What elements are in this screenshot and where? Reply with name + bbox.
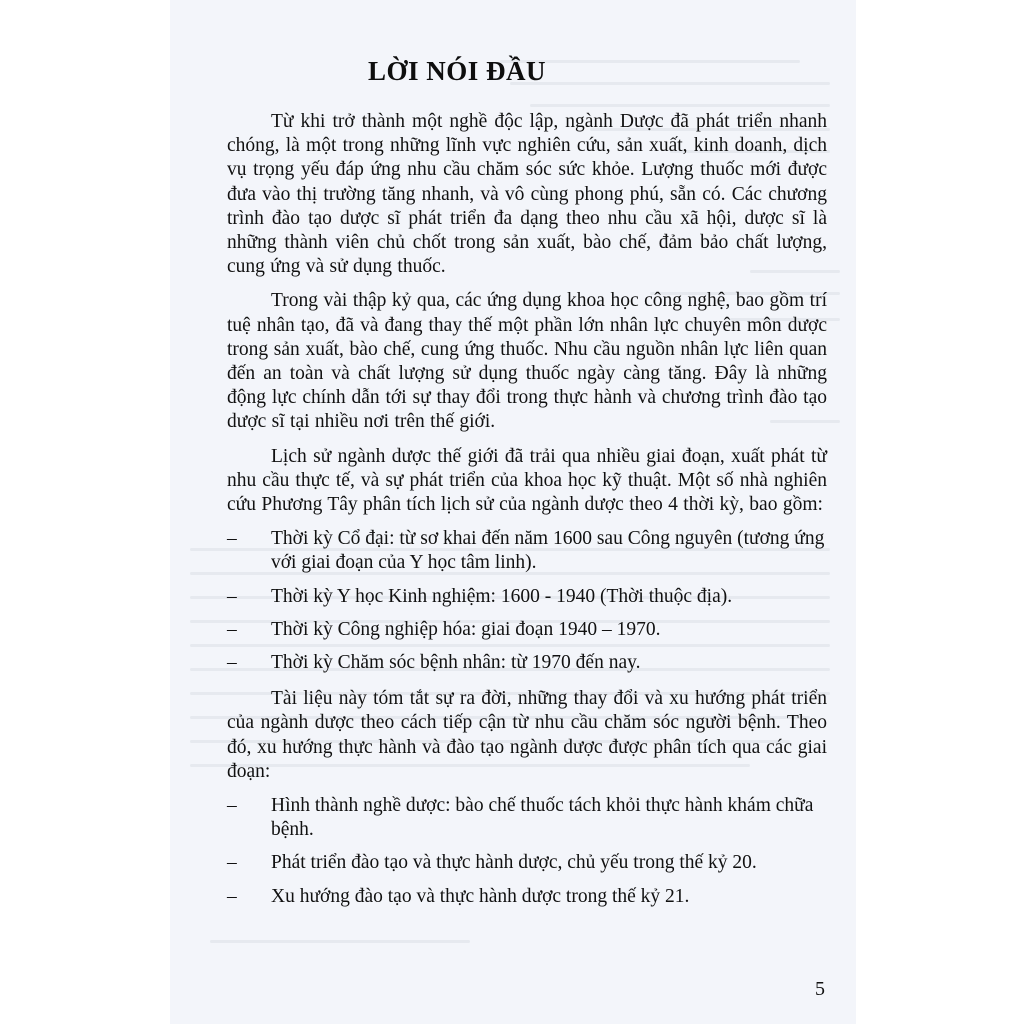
list-item xyxy=(227,585,827,609)
dash-bullet: – xyxy=(227,585,237,607)
paragraph-intro: Từ khi trở thành một nghề độc lập, ngành Dược đã phát triển nhanh chóng, là một trong những lĩnh vực nghiên cứu, sản xuất, kinh doanh, dịch vụ trọng yếu đáp ứng nhu cầu chăm sóc sức khỏe. Lượng thuốc mới được đưa vào thị trường tăng nhanh, và vô cùng phong phú, sẵn có. Các chương trình đào tạo dược sĩ phát triển đa dạng theo nhu cầu xã hội, dược sĩ là những thành viên chủ chốt trong sản xuất, bào chế, đảm bảo chất lượng, cung ứng và sử dụng thuốc. xyxy=(227,111,827,278)
list-item xyxy=(227,885,827,909)
dash-bullet: – xyxy=(227,852,237,874)
list-item-text: Xu hướng đào tạo và thực hành dược trong thế kỷ 21. xyxy=(271,885,690,907)
dash-bullet: – xyxy=(227,618,237,640)
list-item xyxy=(227,794,827,842)
list-item-text: Thời kỳ Chăm sóc bệnh nhân: từ 1970 đến nay. xyxy=(271,652,641,674)
page-title: LỜI NÓI ĐẦU xyxy=(367,56,547,86)
list-item-text: Thời kỳ Cổ đại: từ sơ khai đến năm 1600 sau Công nguyên (tương ứng với giai đoạn của Y học tâm linh). xyxy=(271,528,825,574)
book-page xyxy=(170,0,856,1024)
list-item-text: Phát triển đào tạo và thực hành dược, chủ yếu trong thế kỷ 20. xyxy=(271,852,757,874)
list-item-text: Thời kỳ Công nghiệp hóa: giai đoạn 1940 – 1970. xyxy=(271,618,661,640)
body-text xyxy=(227,110,827,921)
dash-bullet: – xyxy=(227,652,237,674)
paragraph-history: Lịch sử ngành dược thế giới đã trải qua nhiều giai đoạn, xuất phát từ nhu cầu thực tế, và sự phát triển của khoa học kỹ thuật. Một số nhà nghiên cứu Phương Tây phân tích lịch sử của ngành dược theo 4 thời kỳ, bao gồm: xyxy=(227,445,827,516)
page-number: 5 xyxy=(815,978,825,1000)
period-list xyxy=(227,527,827,675)
list-item xyxy=(227,527,827,575)
paragraph-closing: Tài liệu này tóm tắt sự ra đời, những thay đổi và xu hướng phát triển của ngành dược theo cách tiếp cận từ nhu cầu chăm sóc người bệnh. Theo đó, xu hướng thực hành và đào tạo ngành dược được phân tích qua các giai đoạn: xyxy=(227,688,827,782)
list-item-text: Thời kỳ Y học Kinh nghiệm: 1600 - 1940 (Thời thuộc địa). xyxy=(271,585,733,607)
stage-list xyxy=(227,794,827,909)
list-item xyxy=(227,851,827,875)
list-item-text: Hình thành nghề dược: bào chế thuốc tách khỏi thực hành khám chữa bệnh. xyxy=(271,795,814,841)
list-item xyxy=(227,618,827,642)
paragraph-technology: Trong vài thập kỷ qua, các ứng dụng khoa học công nghệ, bao gồm trí tuệ nhân tạo, đã và đang thay thế một phần lớn nhân lực chuyên môn dược trong sản xuất, bào chế, cung ứng thuốc. Nhu cầu nguồn nhân lực liên quan đến an toàn và chất lượng sử dụng thuốc ngày càng tăng. Đây là những động lực chính dẫn tới sự thay đổi trong thực hành và chương trình đào tạo dược sĩ tại nhiều nơi trên thế giới. xyxy=(227,290,827,433)
dash-bullet: – xyxy=(227,885,237,907)
dash-bullet: – xyxy=(227,528,237,550)
dash-bullet: – xyxy=(227,795,237,817)
list-item xyxy=(227,651,827,675)
